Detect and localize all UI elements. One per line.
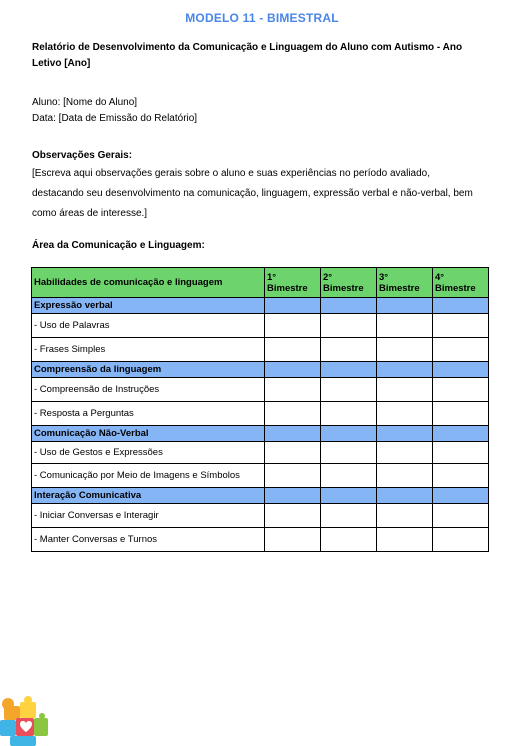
section-row [32,488,489,504]
date-line: Data: [Data de Emissão do Relatório] [32,113,198,124]
header-bimester-4: 4° Bimestre [433,268,489,298]
section-row [32,362,489,378]
grade-cell[interactable] [321,528,377,552]
grade-cell[interactable] [321,402,377,426]
skill-label: - Comunicação por Meio de Imagens e Símbolos [32,464,265,488]
table-row [32,314,489,338]
grade-cell[interactable] [433,464,489,488]
grade-cell[interactable] [265,442,321,464]
grade-cell[interactable] [321,504,377,528]
grade-cell[interactable] [265,402,321,426]
skill-label: - Compreensão de Instruções [32,378,265,402]
grade-cell[interactable] [321,378,377,402]
grade-cell[interactable] [321,314,377,338]
grade-cell[interactable] [321,464,377,488]
header-bimester-2: 2° Bimestre [321,268,377,298]
table-row [32,464,489,488]
grade-cell[interactable] [377,314,433,338]
grade-cell[interactable] [433,402,489,426]
grade-cell[interactable] [265,464,321,488]
skill-label: - Uso de Gestos e Expressões [32,442,265,464]
table-row [32,504,489,528]
grade-cell[interactable] [433,338,489,362]
document-title: MODELO 11 - BIMESTRAL [185,11,339,25]
grade-cell[interactable] [377,402,433,426]
section-label: Expressão verbal [32,298,265,314]
grade-cell[interactable] [433,442,489,464]
table-row [32,528,489,552]
grade-cell[interactable] [433,314,489,338]
grade-cell[interactable] [265,378,321,402]
skill-label: - Manter Conversas e Turnos [32,528,265,552]
table-row [32,338,489,362]
header-bimester-3: 3° Bimestre [377,268,433,298]
observations-text: [Escreva aqui observações gerais sobre o aluno e suas experiências no período avaliado, destacando seu desenvolvimento na comunicação, linguagem, expressão verbal e não-verbal, bem como áreas de interesse.] [32,168,473,219]
grade-cell[interactable] [377,338,433,362]
skills-table [31,267,489,552]
report-title: Relatório de Desenvolvimento da Comunicação e Linguagem do Aluno com Autismo - Ano Letivo [Ano] [32,42,463,69]
skill-label: - Iniciar Conversas e Interagir [32,504,265,528]
skill-label: - Resposta a Perguntas [32,402,265,426]
grade-cell[interactable] [377,442,433,464]
header-bimester-1: 1° Bimestre [265,268,321,298]
grade-cell[interactable] [265,338,321,362]
table-row [32,378,489,402]
table-row [32,442,489,464]
grade-cell[interactable] [433,504,489,528]
grade-cell[interactable] [321,338,377,362]
header-skills: Habilidades de comunicação e linguagem [32,268,265,298]
grade-cell[interactable] [433,528,489,552]
section-row [32,298,489,314]
area-heading: Área da Comunicação e Linguagem: [32,240,205,251]
section-label: Comunicação Não-Verbal [32,426,265,442]
observations-heading: Observações Gerais: [32,150,133,161]
grade-cell[interactable] [377,378,433,402]
table-row [32,402,489,426]
grade-cell[interactable] [265,314,321,338]
grade-cell[interactable] [265,528,321,552]
grade-cell[interactable] [377,528,433,552]
student-line: Aluno: [Nome do Aluno] [32,97,138,108]
grade-cell[interactable] [377,464,433,488]
grade-cell[interactable] [265,504,321,528]
skill-label: - Frases Simples [32,338,265,362]
puzzle-heart-logo-icon [0,690,56,746]
table-header-row [32,268,489,298]
section-label: Interação Comunicativa [32,488,265,504]
grade-cell[interactable] [321,442,377,464]
section-row [32,426,489,442]
skill-label: - Uso de Palavras [32,314,265,338]
grade-cell[interactable] [433,378,489,402]
grade-cell[interactable] [377,504,433,528]
section-label: Compreensão da linguagem [32,362,265,378]
